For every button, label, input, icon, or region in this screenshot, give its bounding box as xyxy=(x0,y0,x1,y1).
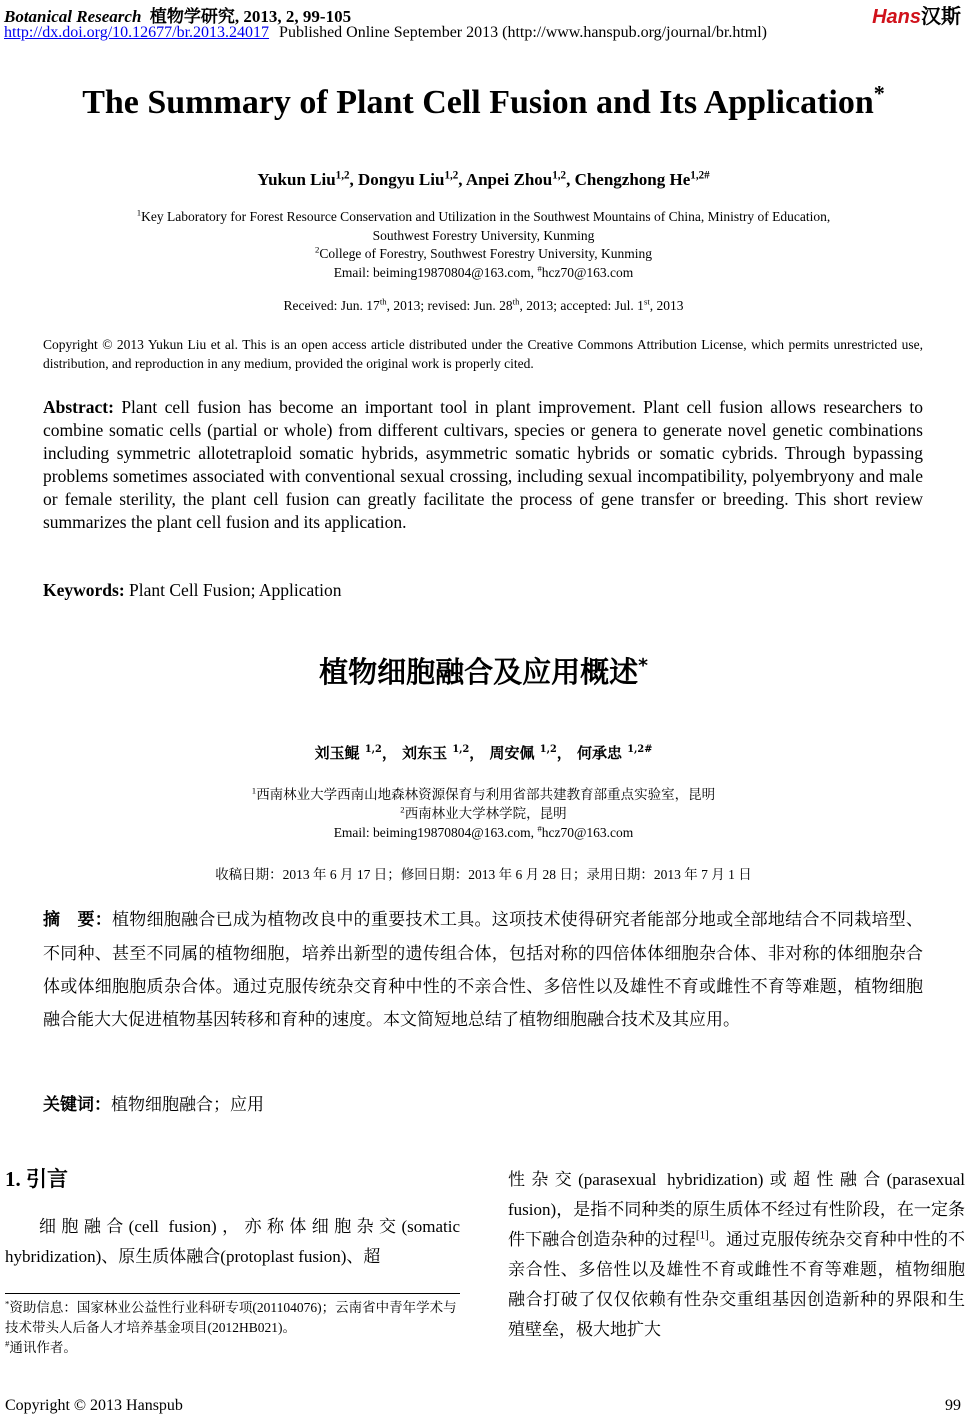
logo-cn: 汉斯 xyxy=(921,6,961,28)
abstract-text: Plant cell fusion has become an important tool in plant improvement. Plant cell fusion allows researchers to combine somatic cells (partial or whole) from different cultivars, species or genera to generate novel genetic combinations including symmetric allotetraploid somatic hybrids, asymmetric somatic hybrids or somatic cybrids. Through bypassing problems sometimes associated with conventional sexual crossing, including sexual incompatibility, polyembryony and male or female sterility, the plant cell fusion can greatly facilitate the process of gene transfer or breeding. This short review summarizes the plant cell fusion and its application. xyxy=(43,397,923,532)
cn-abstract xyxy=(43,903,923,1036)
published-info: Published Online September 2013 (http://www.hanspub.org/journal/br.html) xyxy=(279,24,767,41)
hans-logo xyxy=(872,0,961,29)
cn-abstract-text: 植物细胞融合已成为植物改良中的重要技术工具。这项技术使得研究者能部分地或全部地结合不同栽培型、不同种、甚至不同属的植物细胞，培养出新型的遗传组合体，包括对称的四倍体体细胞杂合体、非对称的体细胞杂合体或体细胞胞质杂合体。通过克服传统杂交育种中性的不亲合性、多倍性以及雄性不育或雌性不育等难题，植物细胞融合能大大促进植物基因转移和育种的速度。本文简短地总结了植物细胞融合技术及其应用。 xyxy=(43,910,924,1029)
email-line: Email: beiming19870804@163.com, #hcz70@163.com xyxy=(333,823,634,840)
journal-citation: 植物学研究, 2013, 2, 99-105 xyxy=(149,7,352,26)
author: 周安佩 $^{1,2}$ xyxy=(489,744,557,762)
page-number: 99 xyxy=(945,1397,961,1414)
affiliation-1: Key Laboratory for Forest Resource Conservation and Utilization in the Southwest Mountains of China, Ministry of Education, xyxy=(141,209,831,224)
cn-keywords xyxy=(43,1090,264,1115)
cn-received-dates: 收稿日期：2013 年 6 月 17 日；修回日期：2013 年 6 月 28 日；录用日期：2013 年 7 月 1 日 xyxy=(215,867,752,882)
affiliations: $^1$Key Laboratory for Forest Resource Conservation and Utilization in the Southwest Mountains of China, Ministry of Education, Southwest Forestry University, Kunming $^2$College of Forestry, Southwest Forestry University, Kunming Email: beiming19870804@163.com, #hcz70@163.com xyxy=(0,208,967,282)
author: 刘玉鲲 $^{1,2}$ xyxy=(314,744,382,762)
title-mark: * xyxy=(873,80,885,106)
author: Anpei Zhou$^{1,2}$ xyxy=(465,169,567,189)
body-left-column: 细胞融合(cell fusion)，亦称体细胞杂交(somatic hybridization)、原生质体融合(protoplast fusion)、超 xyxy=(5,1217,460,1266)
copyright-notice: Copyright © 2013 Yukun Liu et al. This is an open access article distributed under the Creative Commons Attribution License, which permits unrestricted use, distribution, and reproduction in any medium, provided the original work is properly cited. xyxy=(43,337,923,371)
title-text: The Summary of Plant Cell Fusion and Its Application xyxy=(82,84,874,121)
received-dates: Received: Jun. 17th, 2013; revised: Jun. 28th, 2013; accepted: Jul. 1st, 2013 xyxy=(283,296,684,313)
author: 刘东玉 $^{1,2}$ xyxy=(402,744,470,762)
cn-abstract-label: 摘 要： xyxy=(43,910,113,930)
cn-keywords-label: 关键词： xyxy=(43,1095,111,1115)
reference-link[interactable]: [1] xyxy=(695,1229,709,1242)
cn-title: 植物细胞融合及应用概述* xyxy=(319,655,648,689)
abstract xyxy=(43,396,923,534)
cn-author-list: 刘玉鲲 $^{1,2}$， 刘东玉 $^{1,2}$， 周安佩 $^{1,2}$， 何承忠 $^{1,2\#}$ xyxy=(314,744,653,762)
keywords-label: Keywords: xyxy=(43,580,125,600)
abstract-label: Abstract: xyxy=(43,397,114,417)
author-list: Yukun Liu$^{1,2}$, Dongyu Liu$^{1,2}$, Anpei Zhou$^{1,2}$, Chengzhong $He^{1,2\#}$ xyxy=(257,169,710,189)
author: Yukun Liu$^{1,2}$ xyxy=(257,169,350,189)
logo-en: Hans xyxy=(872,6,921,28)
keywords-text: Plant Cell Fusion; Application xyxy=(124,580,342,600)
cn-keywords-text: 植物细胞融合；应用 xyxy=(111,1095,264,1114)
footer-copyright: Copyright © 2013 Hanspub xyxy=(5,1397,183,1414)
cn-affiliations: $^1$西南林业大学西南山地森林资源保育与利用省部共建教育部重点实验室，昆明 $^2$西南林业大学林学院，昆明 Email: beiming19870804@163.com, #hcz70@163.com xyxy=(0,785,967,842)
doi-link[interactable]: http://dx.doi.org/10.12677/br.2013.24017 xyxy=(4,24,270,41)
footnote-funding: *资助信息：国家林业公益性行业科研专项(201104076)；云南省中青年学术与技术带头人后备人才培养基金项目(2012HB021)。 xyxy=(5,1298,457,1335)
footnotes xyxy=(5,1298,460,1358)
body-right-column: 性杂交(parasexual hybridization)或超性融合(parasexual fusion)，是指不同种类的原生质体不经过有性阶段，在一定条件下融合创造杂种的过程[1]。通过克服传统杂交育种中性的不亲合性、多倍性以及雄性不育或雌性不育等难题，植物细胞融合打破了仅仅依赖有性杂交重组基因创造新种的界限和生殖壁垒，极大地扩大 xyxy=(508,1170,966,1339)
affiliation-2: College of Forestry, Southwest Forestry University, Kunming xyxy=(319,246,653,261)
affiliation-1-cont: Southwest Forestry University, Kunming xyxy=(372,227,595,243)
keywords xyxy=(43,580,341,601)
author: 何承忠 $^{1,2\#}$ xyxy=(576,744,653,762)
section-heading: 1. 引言 xyxy=(5,1167,68,1191)
footnote-corresponding: #通讯作者。 xyxy=(5,1338,77,1355)
journal-name: Botanical Research xyxy=(4,7,142,26)
email-line: Email: beiming19870804@163.com, #hcz70@163.com xyxy=(333,263,634,280)
author: Chengzhong $He^{1,2\#}$ xyxy=(574,169,710,189)
footnote-divider xyxy=(5,1293,460,1294)
doi-line xyxy=(4,24,767,42)
paper-title xyxy=(0,80,967,122)
author: Dongyu Liu$^{1,2}$ xyxy=(357,169,459,189)
